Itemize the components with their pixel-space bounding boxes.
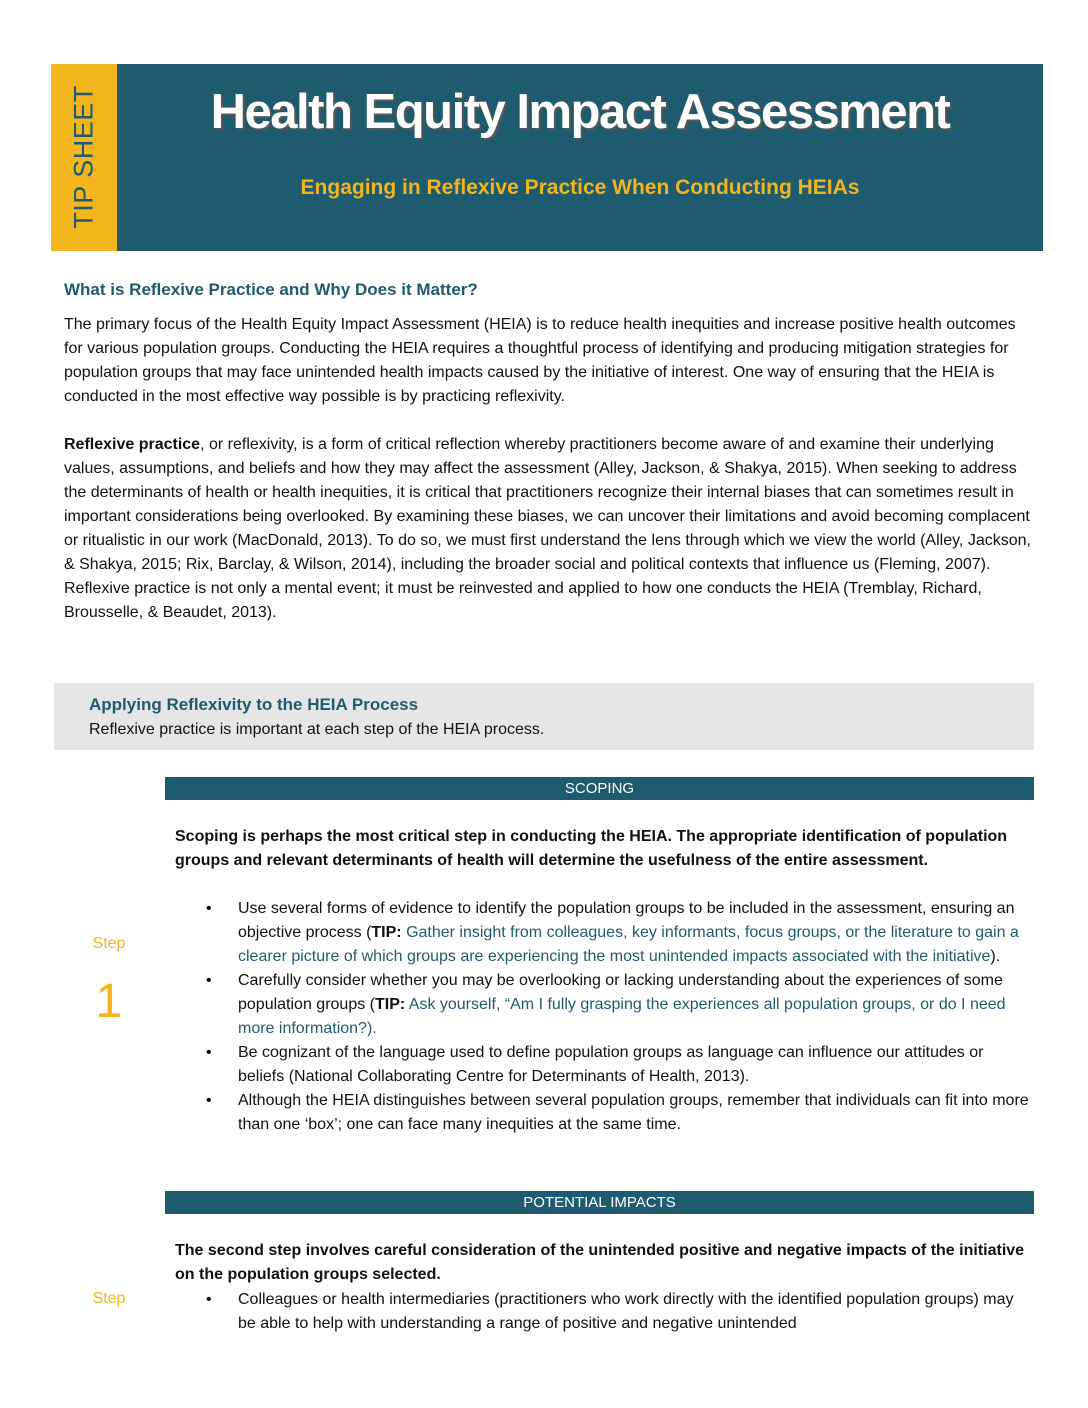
reflexive-practice-definition: , or reflexivity, is a form of critical reflection whereby practitioners become aware of and examine their underlying values, assumptions, and beliefs and how they may affect the assessment (Alley, Jackson, & Shakya, 2015). When seeking to address the determinants of health or health inequities, it is critical that practitioners recognize their internal biases that can sometimes result in important considerations being overlooked. By examining these biases, we can uncover their limitations and avoid becoming complacent or ritualistic in our work (MacDonald, 2013). To do so, we must first understand the lens through which we view the world (Alley, Jackson, & Shakya, 2015; Rix, Barclay, & Wilson, 2014), including the broader social and political contexts that influence us (Fleming, 2007). Reflexive practice is not only a mental event; it must be reinvested and applied to how one conducts the HEIA (Tremblay, Richard, Brousselle, & Beaudet, 2013). [64,436,1031,621]
tip-key: TIP: [374,996,406,1013]
document-subtitle: Engaging in Reflexive Practice When Conducting HEIAs [300,176,860,199]
tip-sheet-strip [51,64,117,251]
tip-key: TIP: [371,924,402,941]
document-title: Health Equity Impact Assessment [210,85,950,139]
reflexive-practice-term: Reflexive practice [64,436,201,453]
potential-impacts-intro: The second step involves careful consideration of the unintended positive and negative impacts of the initiative on the population groups selected. [175,1242,1025,1283]
callout-box [54,683,1034,750]
step-1-label: Step [92,935,126,952]
potential-impacts-bullet-list [175,1288,1030,1336]
bullet-icon: • [206,1044,212,1061]
reflexive-practice-paragraph [64,433,1034,625]
step-1-number: 1 [95,975,123,1028]
scoping-bullet-list [175,897,1030,1137]
bullet-icon: • [206,900,212,917]
list-item: • Although the HEIA distinguishes between several population groups, remember that individuals can fit into more than one ‘box’; one can face many inequities at the same time. [175,1089,1030,1137]
list-item: • Be cognizant of the language used to define population groups as language can influence our attitudes or beliefs (National Collaborating Centre for Determinants of Health, 2013). [175,1041,1030,1089]
step-bar-scoping: SCOPING [165,777,1034,800]
section-heading: What is Reflexive Practice and Why Does it Matter? [64,280,478,299]
list-item: • Carefully consider whether you may be overlooking or lacking understanding about the experiences of some population groups (TIP: Ask yourself, “Am I fully grasping the experiences all population groups, or do I need more information?). [175,969,1030,1041]
callout-title: Applying Reflexivity to the HEIA Process [89,695,419,714]
list-item: • Colleagues or health intermediaries (practitioners who work directly with the identified population groups) may be able to help with understanding a range of positive and negative unintended [175,1288,1030,1336]
scoping-intro: Scoping is perhaps the most critical step in conducting the HEIA. The appropriate identification of population groups and relevant determinants of health will determine the usefulness of the entire assessment. [175,828,1008,869]
tip-text: TIP: Gather insight from colleagues, key informants, focus groups, or the literature to gain a clearer picture of which groups are experiencing the most unintended impacts associated with the initiative [238,924,1019,965]
step-bar-potential-impacts: POTENTIAL IMPACTS [165,1191,1034,1214]
step-2-label: Step [92,1290,126,1307]
callout-text: Reflexive practice is important at each step of the HEIA process. [89,721,545,738]
bullet-icon: • [206,1092,212,1109]
intro-paragraph: The primary focus of the Health Equity Impact Assessment (HEIA) is to reduce health inequities and increase positive health outcomes for various population groups. Conducting the HEIA requires a thoughtful process of identifying and producing mitigation strategies for population groups that may face unintended health impacts caused by the initiative of interest. One way of ensuring that the HEIA is conducted in the most effective way possible is by practicing reflexivity. [64,316,1016,405]
tip-sheet-label: TIP SHEET [68,85,99,229]
list-item: • Use several forms of evidence to identify the population groups to be included in the assessment, ensuring an objective process (TIP: Gather insight from colleagues, key informants, focus groups, or the literature to gain a clearer picture of which groups are experiencing the most unintended impacts associated with the initiative). [175,897,1030,969]
tip-text: TIP: Ask yourself, “Am I fully grasping the experiences all population groups, or do I need more information?). [238,996,1006,1037]
bullet-icon: • [206,1291,212,1308]
header-banner [51,64,1043,251]
bullet-icon: • [206,972,212,989]
